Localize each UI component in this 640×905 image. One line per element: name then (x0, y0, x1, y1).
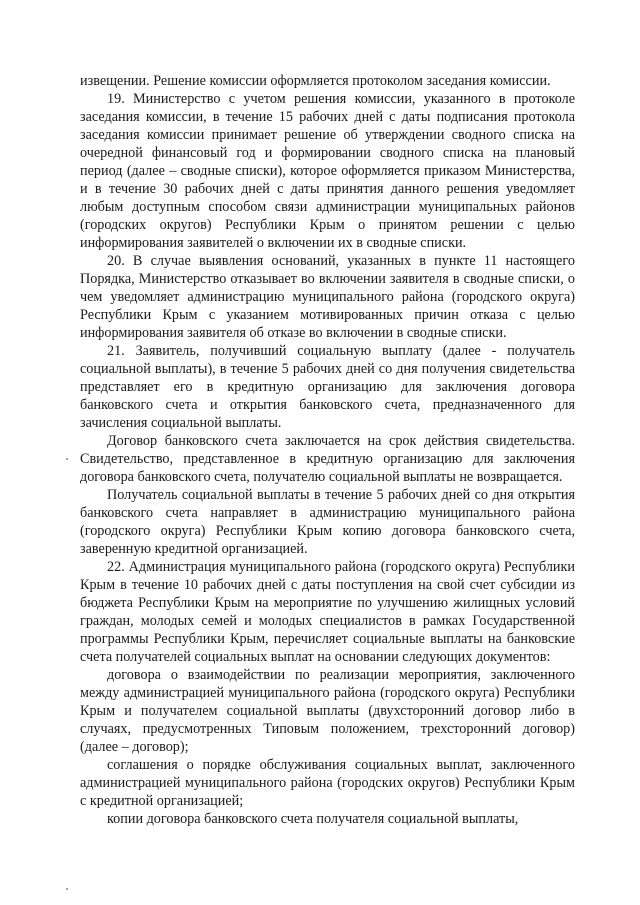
paragraph-21: 21. Заявитель, получивший социальную выплату (далее - получатель социальной выплаты), в течение 5 рабочих дней со дня получения свидетельства представляет его в кредитную организацию для заключения договора банковского счета и открытия банковского счета, предназначенного для зачисления социальной выплаты. (80, 343, 575, 431)
paragraph-continuation: извещении. Решение комиссии оформляется протоколом заседания комиссии. (80, 73, 551, 89)
scan-speck (66, 888, 68, 890)
paragraph-22-item-agreement: договора о взаимодействии по реализации мероприятия, заключенного между администрацией муниципального района (городского округа) Республики Крым и получателем социальной выплаты (двухсторонний договор либо в случаях, предусмотренных Типовым положением, трехсторонний договор) (далее – договор); (80, 667, 575, 755)
document-body (80, 72, 575, 828)
paragraph-22: 22. Администрация муниципального района (городского округа) Республики Крым в течение 10 рабочих дней с даты поступления на свой счет субсидии из бюджета Республики Крым на мероприятие по улучшению жилищных условий граждан, молодых семей и молодых специалистов в рамках Государственной программы Республики Крым, перечисляет социальные выплаты на банковские счета получателей социальных выплат на основании следующих документов: (80, 559, 575, 665)
scan-speck (66, 458, 68, 460)
paragraph-21-recipient-duty: Получатель социальной выплаты в течение 5 рабочих дней со дня открытия банковского счета направляет в администрацию муниципального района (городского округа) Республики Крым копию договора банковского счета, заверенную кредитной организацией. (80, 487, 575, 557)
paragraph-20: 20. В случае выявления оснований, указанных в пункте 11 настоящего Порядка, Министерство отказывает во включении заявителя в сводные списки, о чем уведомляет администрацию муниципального района (городского округа) Республики Крым с указанием мотивированных причин отказа с целью информирования заявителя об отказе во включении в сводные списки. (80, 253, 575, 341)
paragraph-19: 19. Министерство с учетом решения комиссии, указанного в протоколе заседания комиссии, в течение 15 рабочих дней с даты подписания протокола заседания комиссии принимает решение об утверждении сводного списка на очередной финансовый год и формировании сводного списка на плановый период (далее – сводные списки), которое оформляется приказом Министерства, и в течение 30 рабочих дней с даты принятия данного решения уведомляет любым доступным способом связи администрации муниципальных районов (городских округов) Республики Крым о принятом решении с целью информирования заявителей о включении их в сводные списки. (80, 91, 575, 251)
paragraph-22-item-account-copy: копии договора банковского счета получателя социальной выплаты, (107, 811, 519, 827)
paragraph-21-contract-term: Договор банковского счета заключается на срок действия свидетельства. Свидетельство, представленное в кредитную организацию для заключения договора банковского счета, получателю социальной выплаты не возвращается. (80, 433, 575, 485)
paragraph-22-item-service-agreement: соглашения о порядке обслуживания социальных выплат, заключенного администрацией муниципального района (городских округов) Республики Крым с кредитной организацией; (80, 757, 575, 809)
